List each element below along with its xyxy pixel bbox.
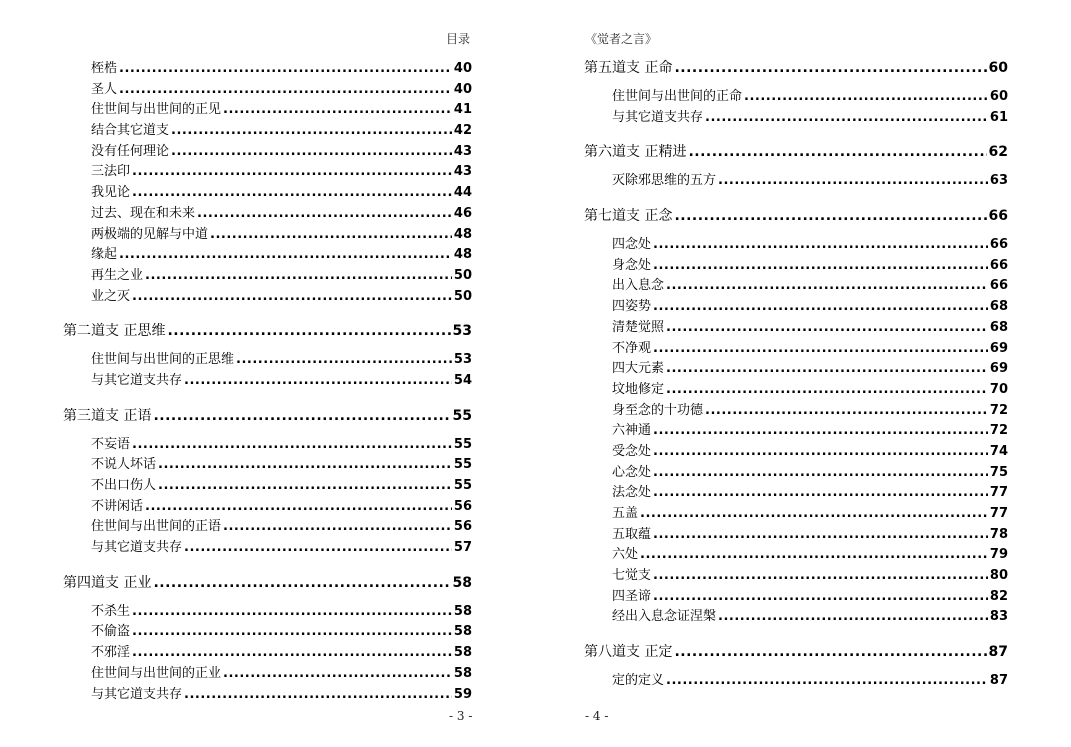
dot-leader xyxy=(718,607,988,628)
toc-entry-title: 身至念的十功德 xyxy=(612,402,704,418)
toc-entry-page: 72 xyxy=(989,402,1008,418)
toc-entry[interactable] xyxy=(63,643,472,664)
toc-entry-title: 四姿势 xyxy=(612,299,652,315)
dot-leader xyxy=(236,350,452,371)
toc-entry[interactable] xyxy=(63,664,472,685)
dot-leader xyxy=(132,435,452,456)
dot-leader xyxy=(674,206,986,226)
toc-entry[interactable] xyxy=(63,59,472,80)
toc-entry-page: 87 xyxy=(989,673,1008,689)
toc-entry-title: 缘起 xyxy=(91,247,118,263)
dot-leader xyxy=(653,339,988,360)
dot-leader xyxy=(132,162,452,183)
toc-entry-title: 六处 xyxy=(612,547,639,563)
toc-entry[interactable] xyxy=(584,276,1008,297)
toc-entry[interactable] xyxy=(63,435,472,456)
toc-entry-page: 55 xyxy=(453,457,472,473)
toc-entry-page: 69 xyxy=(989,340,1008,356)
toc-entry[interactable] xyxy=(584,235,1008,256)
dot-leader xyxy=(640,504,988,525)
toc-entry-title: 没有任何理论 xyxy=(91,143,170,159)
dot-leader xyxy=(653,566,988,587)
dot-leader xyxy=(653,463,988,484)
toc-entry[interactable] xyxy=(584,256,1008,277)
toc-entry-title: 住世间与出世间的正命 xyxy=(612,89,743,104)
dot-leader xyxy=(223,517,452,538)
dot-leader xyxy=(158,455,452,476)
toc-entry[interactable] xyxy=(584,483,1008,504)
toc-entry-title: 法念处 xyxy=(612,485,652,501)
dot-leader xyxy=(653,297,988,318)
toc-entry-title: 第三道支 正语 xyxy=(63,407,152,424)
dot-leader xyxy=(132,643,452,664)
toc-entry[interactable] xyxy=(584,108,1008,129)
dot-leader xyxy=(688,142,986,162)
toc-entry-page: 48 xyxy=(453,226,472,242)
toc-entry-title: 清楚觉照 xyxy=(612,319,665,335)
toc-entry[interactable] xyxy=(63,622,472,643)
toc-entry-title: 住世间与出世间的正业 xyxy=(91,665,222,681)
toc-entry-title: 经出入息念证涅槃 xyxy=(612,609,717,625)
dot-leader xyxy=(666,380,988,401)
toc-entry[interactable] xyxy=(63,455,472,476)
dot-leader xyxy=(171,142,452,163)
dot-leader xyxy=(223,664,452,685)
dot-leader xyxy=(653,442,988,463)
dot-leader xyxy=(153,406,450,426)
toc-entry-page: 63 xyxy=(989,173,1008,189)
toc-entry-page: 75 xyxy=(989,464,1008,480)
dot-leader xyxy=(132,622,452,643)
toc-entry-title: 住世间与出世间的正语 xyxy=(91,519,222,535)
toc-entry-page: 68 xyxy=(989,319,1008,335)
toc-entry[interactable] xyxy=(584,421,1008,442)
dot-leader xyxy=(145,266,452,287)
toc-entry-page: 87 xyxy=(988,644,1008,661)
dot-leader xyxy=(674,642,986,662)
toc-entry-title: 五取蕴 xyxy=(612,526,652,542)
toc-entry[interactable] xyxy=(584,297,1008,318)
toc-entry[interactable] xyxy=(63,350,472,371)
toc-entry-title: 第六道支 正精进 xyxy=(584,144,687,161)
toc-entry-page: 41 xyxy=(453,102,472,118)
toc-entry-page: 48 xyxy=(453,247,472,263)
toc-entry-page: 59 xyxy=(453,686,472,702)
toc-entry-title: 住世间与出世间的正思维 xyxy=(91,352,235,368)
toc-entry-page: 82 xyxy=(989,588,1008,604)
toc-entry-page: 79 xyxy=(989,547,1008,563)
page-number: - 4 - xyxy=(585,709,609,723)
toc-entry-page: 61 xyxy=(989,109,1008,125)
toc-entry-title: 身念处 xyxy=(612,257,652,273)
toc-entry[interactable] xyxy=(584,401,1008,422)
toc-entry-page: 44 xyxy=(453,185,472,201)
toc-entry-page: 58 xyxy=(453,624,472,640)
toc-entry-title: 出入息念 xyxy=(612,278,665,294)
page-number: - 3 - xyxy=(449,709,473,723)
toc-entry-title: 六神通 xyxy=(612,423,652,439)
toc-entry-page: 40 xyxy=(453,61,472,76)
toc-entry[interactable] xyxy=(63,80,472,101)
toc-entry[interactable] xyxy=(584,587,1008,608)
toc-entry-page: 80 xyxy=(989,568,1008,584)
dot-leader xyxy=(119,245,452,266)
toc-entry-title: 第五道支 正命 xyxy=(584,60,673,76)
toc-entry-page: 53 xyxy=(452,323,472,340)
toc-entry-title: 第八道支 正定 xyxy=(584,644,673,661)
toc-entry-title: 五盖 xyxy=(612,506,639,521)
toc-entry-title: 心念处 xyxy=(612,464,652,480)
toc-entry-page: 50 xyxy=(453,288,472,304)
toc-entry[interactable] xyxy=(63,162,472,183)
toc-entry[interactable] xyxy=(584,380,1008,401)
dot-leader xyxy=(119,59,452,80)
toc-entry-title: 再生之业 xyxy=(91,267,144,283)
toc-entry-title: 第四道支 正业 xyxy=(63,574,152,591)
toc-entry[interactable] xyxy=(63,517,472,538)
toc-entry-page: 42 xyxy=(453,123,472,139)
toc-entry[interactable] xyxy=(584,442,1008,463)
toc-entry-page: 77 xyxy=(989,485,1008,501)
running-header: 《觉者之言》 xyxy=(585,32,658,46)
toc-entry-title: 不净观 xyxy=(612,340,652,356)
dot-leader xyxy=(705,108,988,129)
toc-entry[interactable] xyxy=(584,525,1008,546)
toc-chapter-entry[interactable] xyxy=(63,406,472,426)
toc-chapter-entry[interactable] xyxy=(63,573,472,593)
toc-entry-page: 43 xyxy=(453,164,472,180)
dot-leader xyxy=(718,171,988,192)
toc-entry[interactable] xyxy=(63,142,472,163)
toc-entry[interactable] xyxy=(63,266,472,287)
toc-entry[interactable] xyxy=(63,371,472,392)
toc-entry-title: 与其它道支共存 xyxy=(612,109,704,125)
toc-entry[interactable] xyxy=(584,607,1008,628)
dot-leader xyxy=(653,256,988,277)
dot-leader xyxy=(145,497,452,518)
toc-entry-page: 56 xyxy=(453,519,472,535)
toc-chapter-entry[interactable] xyxy=(584,206,1008,226)
toc-entry-title: 不出口伤人 xyxy=(91,478,157,493)
toc-entry[interactable] xyxy=(584,545,1008,566)
dot-leader xyxy=(153,573,450,593)
dot-leader xyxy=(653,483,988,504)
toc-entry-page: 69 xyxy=(989,361,1008,377)
toc-entry-title: 定的定义 xyxy=(612,673,665,689)
toc-entry-page: 56 xyxy=(453,498,472,514)
toc-entry-title: 桎梏 xyxy=(91,61,118,76)
dot-leader xyxy=(653,235,988,256)
toc-entry-page: 58 xyxy=(453,645,472,661)
dot-leader xyxy=(171,121,452,142)
toc-entry-page: 55 xyxy=(453,436,472,452)
toc-entry-page: 66 xyxy=(989,278,1008,294)
toc-entry[interactable] xyxy=(584,463,1008,484)
dot-leader xyxy=(184,371,452,392)
toc-entry-title: 受念处 xyxy=(612,443,652,459)
toc-entry-page: 40 xyxy=(453,81,472,97)
toc-entry-page: 62 xyxy=(988,144,1008,161)
dot-leader xyxy=(184,685,452,706)
toc-entry-title: 不妄语 xyxy=(91,436,131,452)
toc-chapter-entry[interactable] xyxy=(584,58,1008,78)
toc-entry-title: 与其它道支共存 xyxy=(91,686,183,702)
toc-entry-title: 业之灭 xyxy=(91,288,131,304)
toc-entry-title: 三法印 xyxy=(91,164,131,180)
toc-entry-title: 第二道支 正思维 xyxy=(63,323,166,340)
toc-entry[interactable] xyxy=(584,318,1008,339)
dot-leader xyxy=(119,80,452,101)
toc-entry-title: 四圣谛 xyxy=(612,588,652,604)
dot-leader xyxy=(132,602,452,623)
dot-leader xyxy=(744,87,988,108)
dot-leader xyxy=(653,525,988,546)
toc-entry-title: 灭除邪思维的五方 xyxy=(612,173,717,189)
dot-leader xyxy=(640,545,988,566)
dot-leader xyxy=(210,225,452,246)
toc-entry-page: 70 xyxy=(989,381,1008,397)
toc-entry[interactable] xyxy=(63,245,472,266)
toc-entry-title: 七觉支 xyxy=(612,568,652,584)
toc-entry[interactable] xyxy=(63,602,472,623)
toc-entry[interactable] xyxy=(584,504,1008,525)
dot-leader xyxy=(197,204,452,225)
toc-entry-page: 55 xyxy=(453,478,472,493)
toc-entry-page: 66 xyxy=(988,208,1008,225)
dot-leader xyxy=(653,587,988,608)
toc-entry-title: 坟地修定 xyxy=(612,381,665,397)
running-header: 目录 xyxy=(446,32,471,46)
dot-leader xyxy=(666,671,988,692)
toc-entry[interactable] xyxy=(63,497,472,518)
toc-entry[interactable] xyxy=(584,339,1008,360)
toc-entry[interactable] xyxy=(63,204,472,225)
toc-chapter-entry[interactable] xyxy=(584,142,1008,162)
toc-entry-title: 圣人 xyxy=(91,81,118,97)
toc-entry[interactable] xyxy=(584,359,1008,380)
toc-entry-page: 58 xyxy=(453,603,472,619)
toc-entry-page: 53 xyxy=(453,352,472,368)
dot-leader xyxy=(158,476,452,497)
dot-leader xyxy=(184,538,452,559)
toc-entry-page: 43 xyxy=(453,143,472,159)
toc-entry-page: 58 xyxy=(452,574,472,591)
dot-leader xyxy=(666,318,988,339)
toc-entry-title: 我见论 xyxy=(91,185,131,201)
toc-entry[interactable] xyxy=(63,538,472,559)
toc-entry-title: 不说人坏话 xyxy=(91,457,157,473)
right-page xyxy=(536,0,1071,747)
toc-entry-page: 83 xyxy=(989,609,1008,625)
toc-entry[interactable] xyxy=(584,171,1008,192)
toc-entry[interactable] xyxy=(584,671,1008,692)
dot-leader xyxy=(666,276,988,297)
toc-entry-page: 78 xyxy=(989,526,1008,542)
dot-leader xyxy=(223,100,452,121)
toc-entry-page: 60 xyxy=(988,60,1008,76)
toc-chapter-entry[interactable] xyxy=(63,321,472,341)
toc-entry-title: 四大元素 xyxy=(612,361,665,377)
toc-entry-title: 不邪淫 xyxy=(91,645,131,661)
dot-leader xyxy=(132,287,452,308)
toc-entry-page: 55 xyxy=(452,407,472,424)
toc-entry-title: 不偷盗 xyxy=(91,624,131,640)
toc-entry-page: 66 xyxy=(989,237,1008,253)
dot-leader xyxy=(653,421,988,442)
toc-entry-title: 第七道支 正念 xyxy=(584,208,673,225)
table-of-contents xyxy=(584,58,1008,692)
toc-entry[interactable] xyxy=(63,225,472,246)
table-of-contents xyxy=(63,59,472,705)
toc-entry[interactable] xyxy=(63,100,472,121)
toc-entry-title: 不杀生 xyxy=(91,603,131,619)
toc-entry-title: 过去、现在和未来 xyxy=(91,205,196,221)
toc-entry[interactable] xyxy=(63,121,472,142)
toc-chapter-entry[interactable] xyxy=(584,642,1008,662)
toc-entry-page: 74 xyxy=(989,443,1008,459)
dot-leader xyxy=(666,359,988,380)
toc-entry[interactable] xyxy=(63,685,472,706)
toc-entry-title: 不讲闲话 xyxy=(91,498,144,514)
toc-entry-page: 57 xyxy=(453,540,472,556)
toc-entry[interactable] xyxy=(63,476,472,497)
toc-entry-title: 与其它道支共存 xyxy=(91,372,183,388)
left-page xyxy=(0,0,535,747)
toc-entry-page: 46 xyxy=(453,205,472,221)
toc-entry-page: 50 xyxy=(453,267,472,283)
dot-leader xyxy=(705,401,988,422)
dot-leader xyxy=(674,58,986,78)
toc-entry-page: 72 xyxy=(989,423,1008,439)
toc-entry-page: 54 xyxy=(453,372,472,388)
dot-leader xyxy=(167,321,450,341)
toc-entry-page: 68 xyxy=(989,299,1008,315)
toc-entry-title: 与其它道支共存 xyxy=(91,540,183,556)
toc-entry-page: 58 xyxy=(453,665,472,681)
toc-entry-page: 77 xyxy=(989,506,1008,521)
toc-entry-title: 住世间与出世间的正见 xyxy=(91,102,222,118)
toc-entry-title: 四念处 xyxy=(612,237,652,253)
dot-leader xyxy=(132,183,452,204)
toc-entry-page: 60 xyxy=(989,89,1008,104)
toc-entry[interactable] xyxy=(584,566,1008,587)
toc-entry[interactable] xyxy=(584,87,1008,108)
toc-entry[interactable] xyxy=(63,183,472,204)
toc-entry[interactable] xyxy=(63,287,472,308)
toc-entry-page: 66 xyxy=(989,257,1008,273)
toc-entry-title: 结合其它道支 xyxy=(91,123,170,139)
toc-entry-title: 两极端的见解与中道 xyxy=(91,226,209,242)
